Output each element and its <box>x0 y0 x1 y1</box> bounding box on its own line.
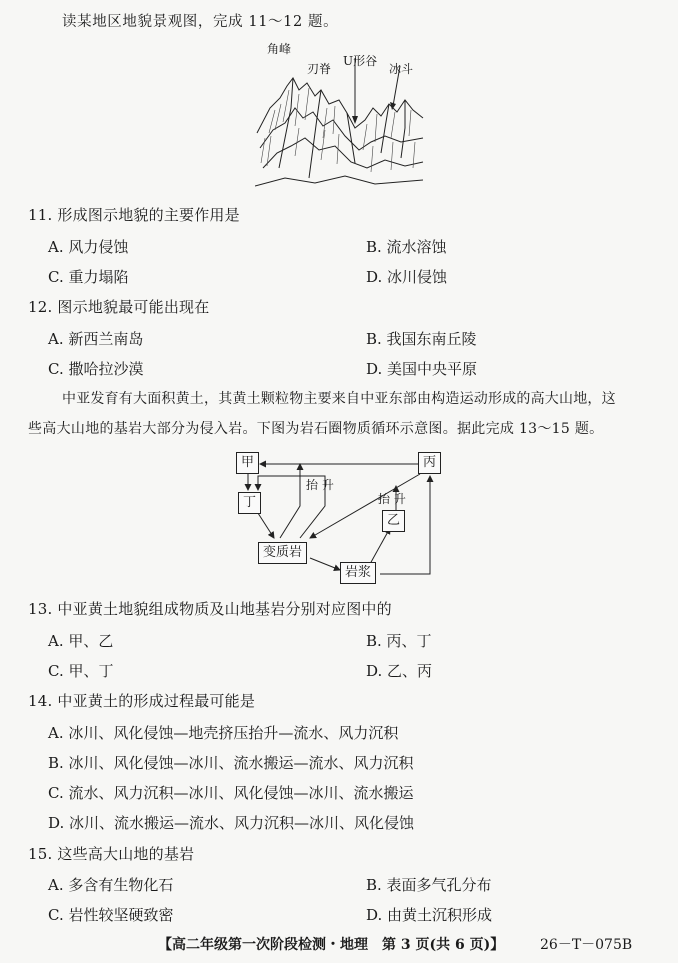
question-12-option-c: C. 撒哈拉沙漠 <box>48 360 144 378</box>
question-12-option-d: D. 美国中央平原 <box>366 360 478 378</box>
intro-text-2-line-2: 些高大山地的基岩大部分为侵入岩。下图为岩石圈物质循环示意图。据此完成 13～15 题。 <box>28 421 604 437</box>
node-yi: 乙 <box>382 510 405 532</box>
node-magma: 岩浆 <box>340 562 376 584</box>
question-14-option-c: C. 流水、风力沉积—冰川、风化侵蚀—冰川、流水搬运 <box>48 784 414 802</box>
question-15-stem: 15. 这些高大山地的基岩 <box>28 845 195 863</box>
question-12-stem: 12. 图示地貌最可能出现在 <box>28 298 210 316</box>
label-uplift-right: 抬 升 <box>378 492 406 506</box>
question-15-option-c: C. 岩性较坚硬致密 <box>48 906 174 924</box>
question-15-option-b: B. 表面多气孔分布 <box>366 876 492 894</box>
question-15-option-d: D. 由黄土沉积形成 <box>366 906 493 924</box>
label-u-valley: U形谷 <box>343 54 378 68</box>
node-ding: 丁 <box>238 492 261 514</box>
page-footer-title: 【高二年级第一次阶段检测・地理 第 3 页(共 6 页)】 <box>158 937 505 953</box>
question-11-option-a: A. 风力侵蚀 <box>48 238 129 256</box>
question-14-option-d: D. 冰川、流水搬运—流水、风力沉积—冰川、风化侵蚀 <box>48 814 415 832</box>
label-uplift-left: 抬 升 <box>306 478 334 492</box>
question-13-option-b: B. 丙、丁 <box>366 632 432 650</box>
question-12-option-b: B. 我国东南丘陵 <box>366 330 477 348</box>
label-aréte: 刃脊 <box>307 62 332 76</box>
question-11-stem: 11. 形成图示地貌的主要作用是 <box>28 206 240 224</box>
label-horn-peak: 角峰 <box>267 42 292 56</box>
question-14-option-b: B. 冰川、风化侵蚀—冰川、流水搬运—流水、风力沉积 <box>48 754 414 772</box>
question-11-option-d: D. 冰川侵蚀 <box>366 268 448 286</box>
intro-text-1: 读某地区地貌景观图，完成 11～12 题。 <box>62 14 339 30</box>
node-metamorphic-rock: 变质岩 <box>258 542 307 564</box>
rock-cycle-diagram <box>230 446 450 586</box>
question-13-option-d: D. 乙、丙 <box>366 662 433 680</box>
question-11-option-c: C. 重力塌陷 <box>48 268 129 286</box>
question-14-stem: 14. 中亚黄土的形成过程最可能是 <box>28 692 256 710</box>
question-11-option-b: B. 流水溶蚀 <box>366 238 447 256</box>
question-13-option-c: C. 甲、丁 <box>48 662 114 680</box>
question-14-option-a: A. 冰川、风化侵蚀—地壳挤压抬升—流水、风力沉积 <box>48 724 399 742</box>
question-12-option-a: A. 新西兰南岛 <box>48 330 144 348</box>
question-13-stem: 13. 中亚黄土地貌组成物质及山地基岩分别对应图中的 <box>28 600 392 618</box>
landform-figure <box>255 38 425 188</box>
node-jia: 甲 <box>236 452 259 474</box>
node-bing: 丙 <box>418 452 441 474</box>
intro-text-2-line-1: 中亚发育有大面积黄土，其黄土颗粒物主要来自中亚东部由构造运动形成的高大山地，这 <box>62 391 616 407</box>
question-13-option-a: A. 甲、乙 <box>48 632 114 650</box>
question-15-option-a: A. 多含有生物化石 <box>48 876 174 894</box>
label-cirque: 冰斗 <box>389 62 414 76</box>
page-footer-code: 26－T－075B <box>540 937 633 953</box>
